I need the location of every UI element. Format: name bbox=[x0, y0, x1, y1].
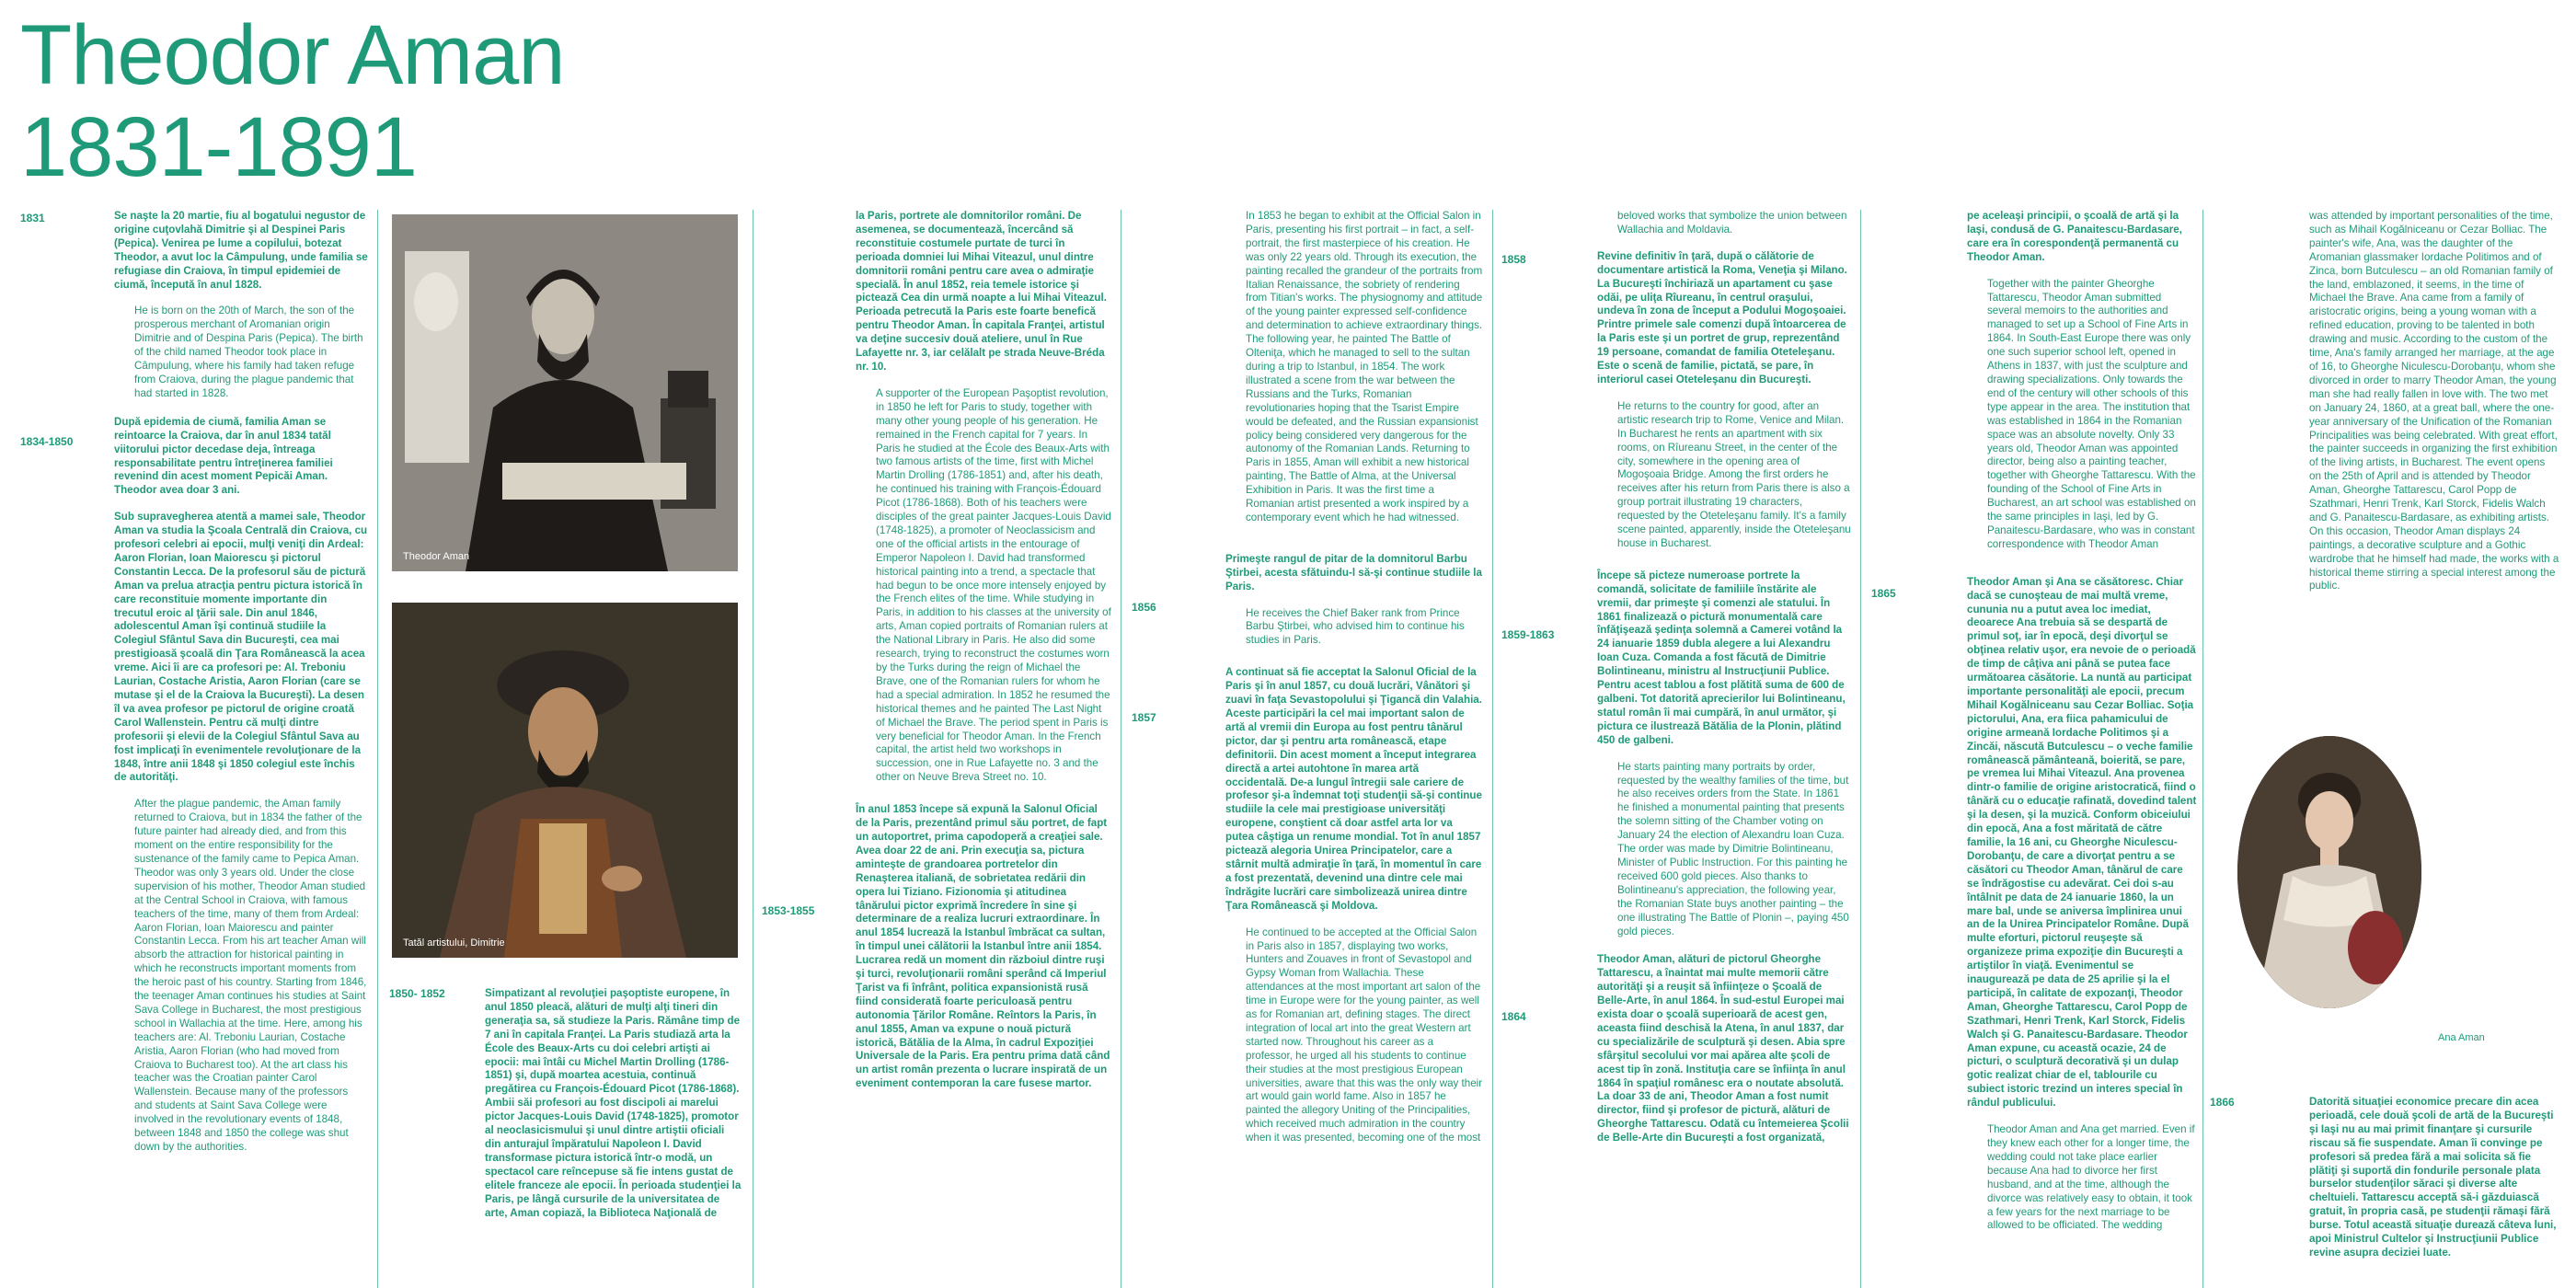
portrait-dimitrie-icon bbox=[392, 603, 738, 958]
year-label: 1859-1863 bbox=[1501, 628, 1555, 641]
year-label: 1856 bbox=[1132, 601, 1156, 614]
paragraph-ro: Începe să picteze numeroase portrete la comandă, solicitate de familiile înstărite ale vremii, dar primeşte şi comenzi ale statului. În 1861 finalizează o pictură monumentală care înfăţişează şedinţa solemnă a Camerei votând la 24 ianuarie 1859 dubla alegere a lui Alexandru Ioan Cuza. Comanda a fost făcută de Dimitrie Bolintineanu, ministru al Instrucţiunii Publice. Pentru acest tablou a fost plătită suma de 600 de galbeni. Tot datorită aprecierilor lui Bolintineanu, statul român îi mai cumpără, în anul următor, şi pictura ce ilustrează Bătălia de la Plonin, plătind 450 de galbeni. bbox=[1597, 569, 1846, 746]
column-divider bbox=[1492, 210, 1493, 1288]
photo-dimitrie bbox=[392, 603, 738, 958]
paragraph-ro: Theodor Aman, alături de pictorul Gheorghe Tattarescu, a înaintat mai multe memorii către autorităţi şi a reuşit să înfiinţeze o Şcoală de Belle-Arte, în anul 1864. În sud-estul Europei mai exista doar o şcoală superioară de acest gen, aceasta fiind deschisă la Atena, în anul 1837, dar cu specializările de sculptură şi desen. Abia spre sfârşitul secolului vor mai apărea alte şcoli de acest tip în zonă. Instituţia care se înfiinţa în anul 1864 în spaţiul românesc era o noutate absolută. La doar 33 de ani, Theodor Aman a fost numit director, fiind şi profesor de pictură, alături de Gheorghe Tattarescu. Odată cu întemeierea Şcolii de Belle-Arte din Bucureşti a fost organizată, bbox=[1597, 953, 1849, 1144]
column-7 bbox=[2309, 210, 2559, 651]
paragraph-ro: Primeşte rangul de pitar de la domnitorul Barbu Ştirbei, acesta sfătuindu-l să-şi continue studiile la Paris. bbox=[1225, 552, 1482, 592]
photo-caption: Ana Aman bbox=[2438, 1032, 2485, 1043]
year-label: 1864 bbox=[1501, 1010, 1526, 1023]
paragraph-ro: la Paris, portrete ale domnitorilor români. De asemenea, se documentează, încercând să reconstituie costumele purtate de turci în perioada domniei lui Mihai Viteazul, unul dintre domnitorii români pentru care avea o admiraţie specială. În anul 1852, reia temele istorice şi pictează Cea din urmă noapte a lui Mihai Viteazul. Perioada petrecută la Paris este foarte benefică pentru Theodor Aman. În capitala Franţei, artistul va deţine succesiv două ateliere, unul în Rue Lafayette nr. 3, iar celălalt pe strada Neuve-Bréda nr. 10. bbox=[856, 210, 1107, 373]
paragraph-en: He returns to the country for good, after an artistic research trip to Rome, Venice and Milan. In Bucharest he rents an apartment with six rooms, on Rîureanu Street, in the center of the city, somewhere in the opening area of Mogoşoaia Bridge. Among the first orders he receives after his return from Paris there is also a group portrait illustrating 19 characters, requested by the Oteteleşanu family. It's a family scene painted, apparently, inside the Oteteleşanu house in Bucharest. bbox=[1617, 399, 1851, 549]
photo-caption: Theodor Aman bbox=[403, 551, 470, 562]
photo-ana-aman bbox=[2237, 736, 2421, 1008]
year-label: 1866 bbox=[2210, 1096, 2235, 1109]
portrait-theodor-aman-icon bbox=[392, 214, 738, 571]
paragraph-en: In 1853 he began to exhibit at the Official Salon in Paris, presenting his first portrait – in fact, a self-portrait, the first masterpiece of his creation. He was only 22 years old. Through its execution, the painting recalled the grandeur of the portraits from Italian Renaissance, the sobriety of rendering from Titian's works. The physiognomy and attitude of the young painter expressed self-confidence and determination to achieve extraordinary things. The following year, he painted The Battle of Olteniţa, which he managed to sell to the sultan during a trip to Istanbul, in 1854. The work illustrated a scene from the war between the Russians and the Turks, Romanian revolutionaries hoping that the Tsarist Empire would be defeated, and the Russian expansionist policy being considered very dangerous for the autonomy of the Romanian Lands. Returning to Paris in 1855, Aman will exhibit a new historical painting, The Battle of Alma, at the Universal Exhibition in Paris. It was the first time a Romanian artist presented a work inspired by a contemporary event which he had witnessed. bbox=[1246, 210, 1483, 523]
paragraph-en: beloved works that symbolize the union between Wallachia and Moldavia. bbox=[1617, 210, 1847, 236]
photo-caption: Tatăl artistului, Dimitrie bbox=[403, 937, 505, 949]
year-label: 1850- 1852 bbox=[389, 987, 445, 1000]
paragraph-en: He starts painting many portraits by order, requested by the wealthy families of the time, but he also receives orders from the State. In 1861 he finished a monumental painting that presents the solemn sitting of the Chamber voting on January 24 the election of Alexandru Ioan Cuza. The order was made by Dimitrie Bolintineanu, Minister of Public Instruction. For this painting he received 600 gold pieces. Also thanks to Bolintineanu's appreciation, the following year, the Romanian State buys another painting – the one illustrating The Battle of Plonin –, paying 450 gold pieces. bbox=[1617, 760, 1849, 937]
year-label: 1865 bbox=[1871, 587, 1896, 600]
column-6 bbox=[1967, 210, 2197, 1288]
title-dates: 1831-1891 bbox=[20, 100, 417, 194]
paragraph-en: He continued to be accepted at the Official Salon in Paris also in 1857, displaying two works, Hunters and Zouaves in front of Sevastopol and Gypsy Woman from Wallachia. These attendances at the most important art salon of the time in Europe were for the young painter, as well as for Romanian art, defining stages. The direct integration of local art into the great Western art started now. Throughout his career as a professor, he urged all his students to continue their studies at the most prestigious European universities, aware that this was the only way their art would gain world fame. Also in 1857 he painted the allegory Uniting of the Principalities, which received much admiration in the country when it was presented, becoming one of the most bbox=[1246, 926, 1483, 1144]
year-label: 1857 bbox=[1132, 711, 1156, 724]
year-label: 1834-1850 bbox=[20, 435, 74, 448]
year-label: 1858 bbox=[1501, 253, 1526, 266]
paragraph-ro: În anul 1853 începe să expună la Salonul Oficial de la Paris, prezentând primul său portret, de fapt un autoportret, prima capodoperă a creaţiei sale. Avea doar 22 de ani. Prin execuţia sa, pictura aminteşte de grandoarea portretelor din Renaşterea italiană, de sobrietatea redării din opera lui Tiziano. Fizionomia şi atitudinea tânărului pictor exprimă încredere în sine şi determinare de a realiza lucruri extraordinare. În anul 1854 lucrează la Istanbul îmbrăcat ca sultan, în timpul unei călătorii la Istanbul între anii 1854. Lucrarea redă un moment din războiul dintre ruşi şi turci, revoluţionarii români sperând că Imperiul Ţarist va fi înfrânt, politica expansionistă rusă fiind considerată foarte periculoasă pentru autonomia Ţărilor Române. Reîntors la Paris, în anul 1855, Aman va expune o nouă pictură istorică, Bătălia de la Alma, în cadrul Expoziţiei Universale de la Paris. Era pentru prima dată când un artist român prezenta o lucrare inspirată de un eveniment contemporan la care fusese martor. bbox=[856, 803, 1110, 1090]
column-divider bbox=[377, 210, 378, 1288]
column-divider bbox=[2202, 210, 2203, 1288]
paragraph-en: He receives the Chief Baker rank from Prince Barbu Ştirbei, who advised him to continue his studies in Paris. bbox=[1246, 606, 1465, 647]
year-label: 1831 bbox=[20, 212, 45, 224]
column-1 bbox=[114, 210, 368, 1288]
paragraph-en: was attended by important personalities of the time, such as Mihail Kogălniceanu or Cezar Bolliac. The painter's wife, Ana, was the daughter of the Aromanian glassmaker Iordache Politimos and of Zinca, born Butculescu – an old Romanian family of the land, emblazoned, it seems, in the time of Michael the Brave. Ana came from a family of aristocratic origins, being a young woman with a refined education, proving to be talented in both drawing and music. According to the custom of the time, Ana's family arranged her marriage, at the age of 16, to Gheorghe Niculescu-Dorobanţu, whom she divorced in order to marry Theodor Aman, the young man she had really fallen in love with. The two met on January 24, 1860, at a great ball, where the one-year anniversary of the Unification of the Romanian Principalities was being celebrated. With great effort, the painter succeeds in organizing the first exhibition of the living artists, in Bucharest. The event opens on the 25th of April and is attended by Theodor Aman, Gheorghe Tattarescu, Carol Popp de Szathmari, Henri Trenk, Karl Storck, Fidelis Walch and G. Panaitescu-Bardasare, as exhibiting artists. On this occasion, Theodor Aman displays 24 paintings, a decorative sculpture and a Gothic wardrobe that he himself had made, the works with a historical theme stirring a special interest among the public. bbox=[2309, 210, 2559, 592]
photo-theodor-aman bbox=[392, 214, 738, 571]
title-name: Theodor Aman bbox=[20, 8, 565, 102]
paragraph-en: Together with the painter Gheorghe Tattarescu, Theodor Aman submitted several memoirs to the authorities and managed to set up a School of Fine Arts in 1864. In South-East Europe there was only one such superior school left, opened in Athens in 1837, with just the sculpture and drawing specializations. Only towards the end of the century will other schools of this type appear in the area. The institution that was established in 1864 in the Romanian space was an absolute novelty. Only 33 years old, Theodor Aman was appointed director, being also a painting teacher, together with Gheorghe Tattarescu. With the founding of the School of Fine Arts in Bucharest, an art school was established on the same principles in Iaşi, led by G. Panaitescu-Bardasare, who was in constant correspondence with Theodor Aman bbox=[1987, 277, 2196, 550]
paragraph-ro: Revine definitiv în ţară, după o călătorie de documentare artistică la Roma, Veneţia şi Milano. La Bucureşti închiriază un apartament cu şase odăi, pe uliţa Rîureanu, în centrul oraşului, undeva în zona de început a Podului Mogoşoaiei. Printre primele sale comenzi după întoarcerea de la Paris este şi un portret de grup, reprezentând 19 persoane, comandat de familia Oteteleşanu. Este o scenă de familie, pictată, se pare, în interiorul casei Oteteleşanu din Bucureşti. bbox=[1597, 249, 1847, 385]
portrait-ana-aman-icon bbox=[2237, 736, 2421, 1008]
paragraph-ro: Simpatizant al revoluţiei paşoptiste europene, în anul 1850 pleacă, alături de mulţi alţi tineri din generaţia sa, să studieze la Paris. Rămâne timp de 7 ani în capitala Franţei. La Paris studiază arta la École des Beaux-Arts cu doi celebri artişti ai epocii: mai întâi cu Michel Martin Drolling (1786-1851) şi, după moartea acestuia, continuă pregătirea cu François-Édouard Picot (1786-1868). Ambii săi profesori au fost discipoli ai marelui pictor Jacques-Louis David (1748-1825), promotor al neoclasicismului şi unul dintre artiştii oficiali din anturajul împăratului Napoleon I. David transformase pictura istorică într-o modă, un spectacol care reîncepuse să fie intens gustat de elitele franceze ale epocii. În perioada studenţiei la Paris, pe lângă cursurile de la universitatea de arte, Aman copiază, la Biblioteca Naţională de bbox=[485, 987, 742, 1219]
page-title bbox=[20, 9, 564, 193]
paragraph-en: He is born on the 20th of March, the son of the prosperous merchant of Aromanian origin Dimitrie and of Despina Paris (Pepica). The birth of the child named Theodor took place in Câmpulung, where his family had taken refuge from Craiova, during the plague pandemic that had started in 1828. bbox=[134, 305, 363, 399]
paragraph-ro: pe aceleaşi principii, o şcoală de artă şi la Iaşi, condusă de G. Panaitescu-Bardasare, care era în corespondenţă permanentă cu Theodor Aman. bbox=[1967, 210, 2182, 263]
paragraph-ro: Theodor Aman şi Ana se căsătoresc. Chiar dacă se cunoşteau de mai multă vreme, cununia nu a putut avea loc imediat, deoarece Ana trebuia să se despartă de primul soţ, iar în epocă, deşi divorţul se obţinea relativ uşor, era nevoie de o perioadă de timp de câţiva ani până se putea face următoarea căsătorie. La nuntă au participat importante personalităţi ale epocii, precum Mihail Kogălniceanu sau Cezar Bolliac. Soţia pictorului, Ana, era fiica pahamicului de origine armeană Iordache Politimos şi a Zincăi, născută Butculescu – o veche familie românească pământeană, boierită, se pare, pe vremea lui Mihai Viteazul. Ana provenea dintr-o familie de origine aristocratică, fiind o tânără cu o educaţie rafinată, dovedind talent şi la desen, şi la muzică. Conform obiceiului din epocă, Ana a fost măritată de către familie, la 16 ani, cu Gheorghe Niculescu-Dorobanţu, de care a divorţat pentru a se căsători cu Theodor Aman, tânărul de care se îndrăgostise cu adevărat. Cei doi s-au întâlnit pe data de 24 ianuarie 1860, la un mare bal, unde se aniversa împlinirea unui an de la Unirea Principatelor Române. După multe eforturi, pictorul reuşeşte să organizeze prima expoziţie din Bucureşti a artiştilor în viaţă. Evenimentul se inaugurează pe data de 25 aprilie şi la el participă, în calitate de expozanţi, Theodor Aman, Gheorghe Tattarescu, Carol Popp de Szathmari, Henri Trenk, Karl Storck, Fidelis Walch şi G. Panaitescu-Bardasare. Theodor Aman expune, cu această ocazie, 24 de picturi, o sculptură decorativă şi un dulap gotic realizat chiar de el, tablourile cu subiect istoric trezind un interes special în rândul publicului. bbox=[1967, 575, 2197, 1110]
column-divider bbox=[1860, 210, 1861, 1288]
paragraph-ro: A continuat să fie acceptat la Salonul Oficial de la Paris şi în anul 1857, cu două lucrări, Vânători şi zuavi în faţa Sevastopolului şi Ţigancă din Valahia. Aceste participări la cel mai important salon de artă al vremii din Europa au fost pentru tânărul pictor, dar şi pentru arta românească, etape definitorii. Din acest moment a început integrarea directă a artei autohtone în marea artă occidentală. De-a lungul întregii sale cariere de profesor şi-a îndemnat toţi studenţii să-şi continue studiile la cele mai prestigioase universităţi europene, conştient că doar astfel arta lor va putea câştiga un renume mondial. Tot în anul 1857 pictează alegoria Unirea Principatelor, care a stârnit multă admiraţie în ţară, în momentul în care a fost prezentată, devenind una dintre cele mai îndrăgite lucrări care simbolizează unirea dintre Ţara Românească şi Moldova. bbox=[1225, 666, 1482, 912]
paragraph-ro: După epidemia de ciumă, familia Aman se reintoarce la Craiova, dar în anul 1834 tatăl viitorului pictor decedase deja, întreaga responsabilitate pentru întreţinerea familiei revenind din acest moment Pepicăi Aman. Theodor avea doar 3 ani. bbox=[114, 415, 333, 497]
year-label: 1853-1855 bbox=[762, 904, 815, 917]
paragraph-ro: Sub supravegherea atentă a mamei sale, Theodor Aman va studia la Şcoala Centrală din Craiova, cu profesori celebri ai epocii, mulţi veniţi din Ardeal: Aaron Florian, Ioan Maiorescu şi pictorul Constantin Lecca. De la profesorul său de pictură Aman va prelua atracţia pentru pictura istorică în care reconstituie momente importante din trecutul eroic al ţării sale. Din anul 1846, adolescentul Aman îşi continuă studiile la Colegiul Sfântul Sava din Bucureşti, cea mai prestigioasă şcoală din Ţara Românească la acea vreme. Aici îi are ca profesori pe: Al. Treboniu Laurian, Costache Aristia, Aaron Florian (care se mutase şi el de la Craiova la Bucureşti). La desen îl va avea profesor pe pictorul de origine croată Carol Wallenstein. Pentru că mulţi dintre profesorii şi elevii de la Colegiul Sfântul Sava au fost implicaţi în evenimentele revoluţionare de la 1848, între anii 1848 şi 1850 colegiul este închis de autorităţi. bbox=[114, 511, 368, 784]
paragraph-en: After the plague pandemic, the Aman family returned to Craiova, but in 1834 the father of the future painter had already died, and from this moment on the entire responsibility for the sustenance of the family came to Pepica Aman. Theodor was only 3 years old. Under the close supervision of his mother, Theodor Aman studied at the Central School in Craiova, with famous teachers of the time, many of them from Ardeal: Aaron Florian, Ioan Maiorescu and painter Constantin Lecca. From his art teacher Aman will absorb the attraction for historical painting in which he reconstructs important moments from the heroic past of his country. Starting from 1846, the teenager Aman continues his studies at Saint Sava College in Bucharest, the most prestigious school in Wallachia at the time. Here, among his teachers are: Al. Treboniu Laurian, Costache Aristia, Aaron Florian (who had moved from Craiova to Bucharest too). At the art class his teacher was the Croatian painter Carol Wallenstein. Because many of the professors and students at Saint Sava College were involved in the revolutionary events of 1848, between 1848 and 1850 the college was shut down by the authorities. bbox=[134, 798, 367, 1153]
column-3 bbox=[856, 210, 1111, 1288]
column-5 bbox=[1597, 210, 1851, 1288]
paragraph-en: A supporter of the European Paşoptist revolution, in 1850 he left for Paris to study, together with many other young people of his generation. He remained in the French capital for 7 years. In Paris he studied at the École des Beaux-Arts with two famous artists of the time, first with Michel Martin Drolling (1786-1851) and, after his death, he continued his training with François-Édouard Picot (1786-1868). Both of his teachers were disciples of the great painter Jacques-Louis David (1748-1825), a promoter of Neoclassicism and one of the official artists in the entourage of Emperor Napoleon I. David had transformed historical painting into a trend, a spectacle that had begun to be once more intensely enjoyed by the French elites of the time. While studying in Paris, in addition to his classes at the university of arts, Aman copied portraits of Romanian rulers at the National Library in Paris. He also did some research, trying to reconstruct the costumes worn by the Turks during the reign of Michael the Brave, one of the Romanian rulers for whom he had a special admiration. In 1852 he resumed the historical themes and he painted The Last Night of Michael the Brave. The period spent in Paris is very beneficial for Theodor Aman. In the French capital, the artist held two workshops in succession, one in Rue Lafayette no. 3 and the other on Neuve Breva Street no. 10. bbox=[876, 386, 1111, 784]
paragraph-ro: Datorită situaţiei economice precare din acea perioadă, cele două şcoli de artă de la Bucureşti şi Iaşi nu au mai primit finanţare şi cursurile riscau să fie suspendate. Aman îi convinge pe profesori să predea fără a mai solicita să fie plătiţi şi suportă din fondurile personale plata burselor studenţilor săraci şi diverse alte cheltuieli. Tattarescu acceptă să-i găzduiască gratuit, în propria casă, pe studenţii rămaşi fără burse. Totul această situaţie durează câteva luni, apoi Ministrul Cultelor şi Instrucţiunii Publice revine asupra deciziei luate. bbox=[2309, 1096, 2557, 1259]
column-7-bottom bbox=[2309, 1096, 2559, 1288]
column-2 bbox=[485, 987, 742, 1288]
paragraph-en: Theodor Aman and Ana get married. Even if they knew each other for a longer time, the wedding could not take place earlier because Ana had to divorce her first husband, and at the time, although the divorce was relatively easy to obtain, it took a few years for the next marriage to be allowed to be officiated. The wedding bbox=[1987, 1123, 2195, 1232]
column-4 bbox=[1225, 210, 1483, 1288]
paragraph-ro: Se naşte la 20 martie, fiu al bogatului negustor de origine cuţovlahă Dimitrie şi al Despinei Paris (Pepica). Venirea pe lume a copilului, botezat Theodor, a avut loc la Câmpulung, unde familia se refugiase din Craiova, în timpul epidemiei de ciumă, începută în anul 1828. bbox=[114, 210, 368, 291]
